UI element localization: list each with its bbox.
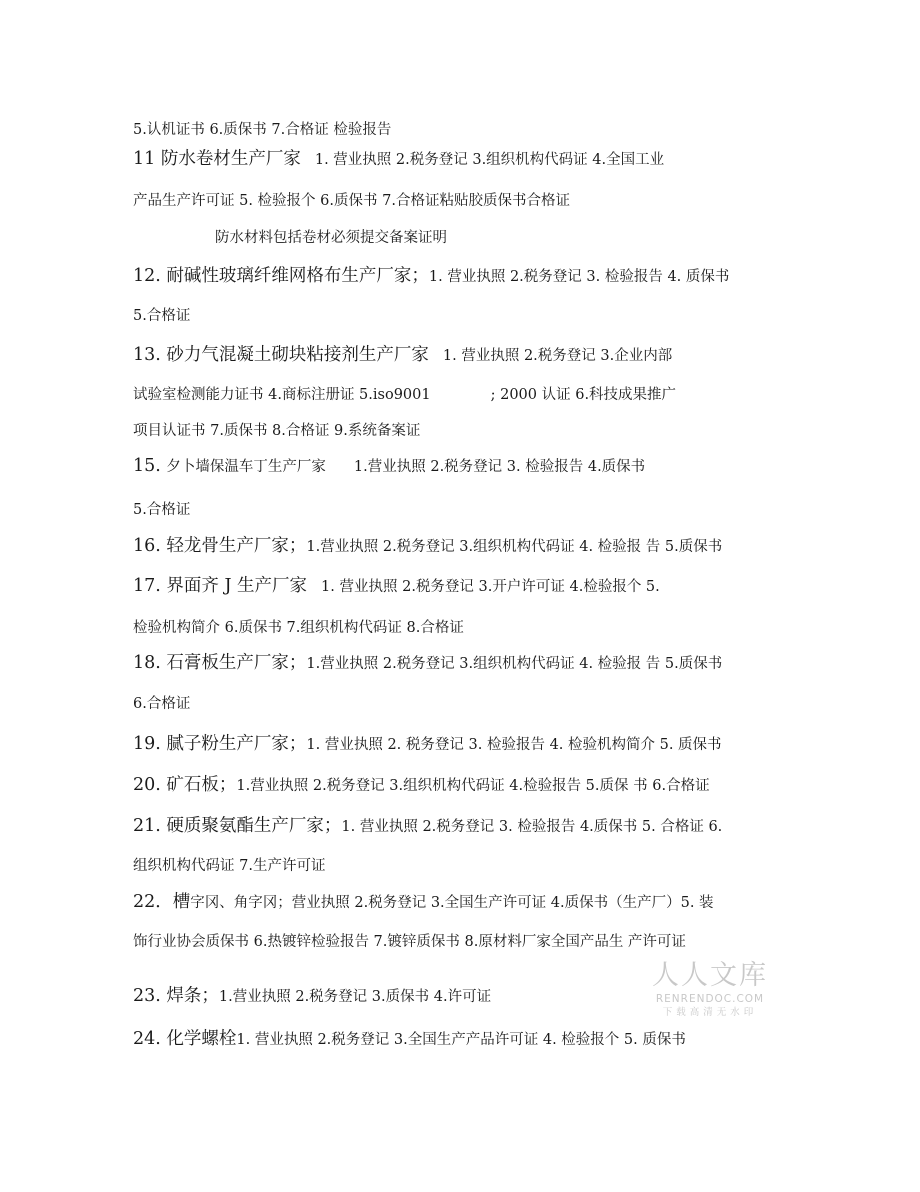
text-line	[133, 345, 672, 366]
item-heading: 13. 砂力气混凝土砌块粘接剂生产厂家	[133, 345, 429, 365]
text-line	[133, 892, 714, 913]
item-heading: 11 防水卷材生产厂家	[133, 149, 301, 169]
text-line	[133, 456, 645, 477]
line-text: 1. 营业执照 2.税务登记 3.开户许可证 4.检验报个 5.	[321, 579, 660, 595]
item-heading: 18. 石膏板生产厂家；	[133, 653, 307, 673]
item-heading: 19. 腻子粉生产厂家；	[133, 734, 307, 754]
line-text: 字冈、角字冈；营业执照 2.税务登记 3.全国生产许可证 4.质保书（生产厂）5. 装	[190, 895, 714, 911]
line-text: 组织机构代码证 7.生产许可证	[133, 858, 326, 874]
line-text: 防水材料包括卷材必须提交备案证明	[215, 230, 447, 246]
line-text: ; 2000 认证 6.科技成果推广	[490, 387, 677, 403]
line-text: 检验机构简介 6.质保书 7.组织机构代码证 8.合格证	[133, 620, 464, 636]
text-line	[133, 653, 722, 674]
line-text: 饰行业协会质保书 6.热镀锌检验报告 7.镀锌质保书 8.原材料厂家全国产品生 产许可证	[133, 934, 686, 950]
line-text: 1. 营业执照 2.税务登记 3.企业内部	[442, 348, 673, 364]
line-text: 1. 营业执照 2.税务登记 3. 检验报告 4. 质保书	[428, 269, 730, 285]
line-text: 5.认机证书 6.质保书 7.合格证 检验报告	[133, 122, 392, 138]
line-text: 1.营业执照 2.税务登记 3.质保书 4.许可证	[218, 989, 492, 1005]
watermark-logo	[648, 960, 772, 1020]
text-line	[133, 775, 710, 796]
line-text: 1. 营业执照 2.税务登记 3. 检验报告 4.质保书 5. 合格证 6.	[341, 819, 723, 835]
line-text: 1.营业执照 2.税务登记 3.组织机构代码证 4. 检验报 告 5.质保书	[306, 656, 723, 672]
line-text: 项目认证书 7.质保书 8.合格证 9.系统备案证	[133, 423, 421, 439]
line-text: 产品生产许可证 5. 检验报个 6.质保书 7.合格证粘贴胶质保书合格证	[133, 193, 570, 209]
line-text: 试验室检测能力证书 4.商标注册证 5.iso9001	[133, 387, 431, 403]
line-text: 5.合格证	[133, 308, 191, 324]
line-text: 1. 营业执照 2.税务登记 3.全国生产产品许可证 4. 检验报个 5. 质保书	[236, 1032, 686, 1048]
item-heading: 17. 界面齐 J 生产厂家	[133, 576, 308, 596]
line-text: 夕卜墙保温车丁生产厂家	[166, 459, 326, 475]
text-line	[133, 986, 491, 1007]
item-heading: 15.	[133, 456, 167, 476]
text-line	[133, 421, 420, 441]
watermark-title: 人人文库	[652, 960, 768, 991]
text-line	[133, 120, 391, 140]
watermark-url: RENRENDOC.COM	[655, 993, 765, 1005]
line-text: 1. 营业执照 2. 税务登记 3. 检验报告 4. 检验机构简介 5. 质保书	[306, 737, 722, 753]
text-line	[133, 191, 570, 211]
text-line	[133, 1029, 686, 1050]
item-heading: 23. 焊条；	[133, 986, 219, 1006]
item-heading: 20. 矿石板；	[133, 775, 237, 795]
text-line	[133, 734, 722, 755]
line-text: 5.合格证	[133, 502, 191, 518]
text-line	[133, 385, 676, 405]
line-text: 1.营业执照 2.税务登记 3. 检验报告 4.质保书	[353, 459, 646, 475]
text-line	[133, 306, 190, 326]
line-text: 1. 营业执照 2.税务登记 3.组织机构代码证 4.全国工业	[314, 152, 665, 168]
item-heading: 16. 轻龙骨生产厂家；	[133, 536, 307, 556]
item-heading: 24. 化学螺栓	[133, 1029, 237, 1049]
text-line	[133, 536, 722, 557]
line-text: 1.营业执照 2.税务登记 3.组织机构代码证 4.检验报告 5.质保 书 6.合格证	[236, 778, 710, 794]
text-line	[133, 266, 729, 287]
item-heading: 12. 耐碱性玻璃纤维网格布生产厂家；	[133, 266, 429, 286]
watermark-subtitle: 下载高清无水印	[662, 1007, 758, 1018]
line-text: 6.合格证	[133, 696, 191, 712]
text-line	[133, 618, 464, 638]
text-line	[133, 500, 190, 520]
text-line	[133, 856, 325, 876]
item-heading: 21. 硬质聚氨酯生产厂家；	[133, 816, 342, 836]
line-text: 1.营业执照 2.税务登记 3.组织机构代码证 4. 检验报 告 5.质保书	[306, 539, 723, 555]
text-line	[133, 694, 190, 714]
text-line	[133, 816, 722, 837]
text-line	[133, 149, 664, 170]
text-line	[133, 576, 660, 597]
text-line	[133, 932, 686, 952]
text-line	[215, 228, 447, 248]
item-heading: 22．槽	[133, 892, 191, 912]
